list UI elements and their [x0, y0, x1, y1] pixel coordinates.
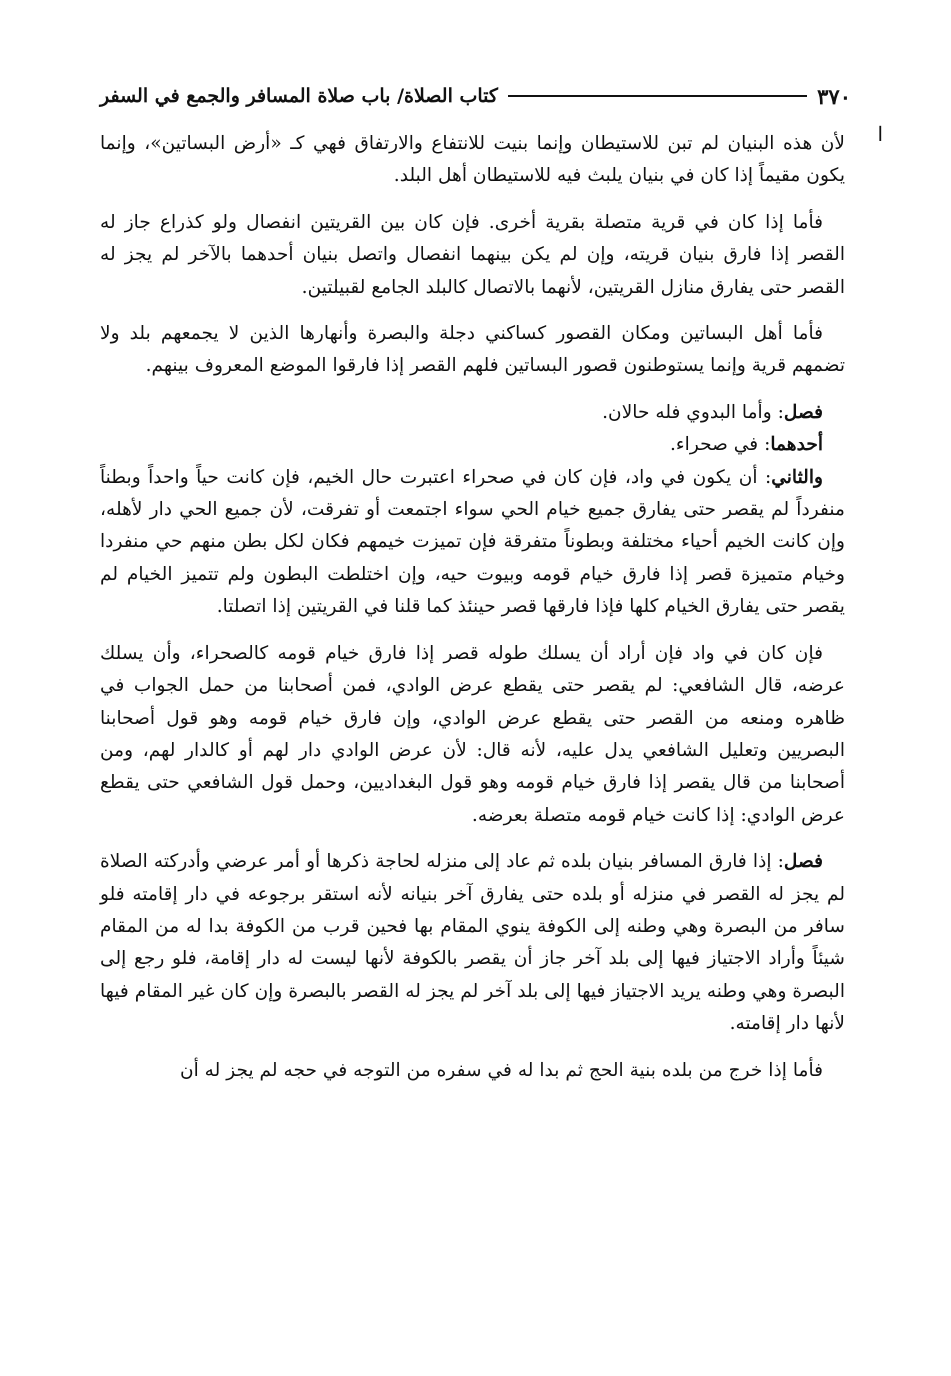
paragraph-5: [100, 429, 845, 461]
paragraph-2: فأما إذا كان في قرية متصلة بقرية أخرى. فإن كان بين القريتين انفصال ولو كذراع جاز له القصر إذا فارق بنيان قريته، وإن لم يكن بينهما انفصال واتصل بنيان أحدهما بالآخر لم يجز له القصر حتى يفارق منازل القريتين، لأنهما بالاتصال كالبلد الجامع لقبيلتين.: [100, 211, 845, 298]
paragraph-4-text: : وأما البدوي فله حالان.: [602, 401, 784, 423]
paragraph-6: [100, 462, 845, 624]
paragraph-7: فإن كان في واد فإن أراد أن يسلك طوله قصر إذا فارق خيام قومه كالصحراء، وأن يسلك عرضه، قال الشافعي: لم يقصر حتى يقطع عرض الوادي، فمن أصحابنا من حمل الجواب في ظاهره ومنعه من القصر حتى يقطع عرض الوادي، وإن فارق خيام قومه وهو قول أصحابنا البصريين وتعليل الشافعي يدل عليه، لأنه قال: لأن عرض الوادي دار لهم أو كالدار لهم، ومن أصحابنا من قال يقصر إذا فارق خيام قومه وهو قول البغداديين، وحمل قول الشافعي حتى يقطع عرض الوادي: إذا كانت خيام قومه متصلة بعرضه.: [100, 642, 845, 826]
section-lead-first: أحدهما: [770, 434, 823, 456]
paragraph-8-text: : إذا فارق المسافر بنيان بلده ثم عاد إلى منزله لحاجة ذكرها أو أمر عرضي وأدركته الصلاة لم يجز له القصر في منزله أو بلده حتى يفارق آخر بنيانه لأنه استقر برجوعه في دار إقامته فلو سافر من البصرة وهي وطنه إلى الكوفة ينوي المقام بها فحين قرب من الكوفة بدا له من المقام شيئاً وأراد الاجتياز فيها إلى بلد آخر جاز أن يقصر بالكوفة لأنها ليست له دار إقامة، فلو رجع إلى البصرة وهي وطنه يريد الاجتياز فيها إلى بلد آخر لم يجز له القصر بالبصرة وإن كان غير المقام فيها لأنها دار إقامته.: [100, 851, 845, 1035]
margin-mark: ا: [877, 122, 883, 146]
paragraph-3: فأما أهل البساتين ومكان القصور كساكني دجلة والبصرة وأنهارها الذين لا يجمعهم بلد ولا تضمهم قرية وإنما يستوطنون قصور البساتين فلهم القصر إذا فارقوا الموضع المعروف بينهم.: [100, 323, 845, 377]
paragraph-8: [100, 846, 845, 1040]
body-text: [100, 128, 845, 1101]
paragraph-4: [100, 397, 845, 429]
running-title: كتاب الصلاة/ باب صلاة المسافر والجمع في السفر: [100, 85, 498, 107]
page-number: ٣٧٠: [817, 83, 851, 109]
page-header: [100, 78, 851, 114]
paragraph-5-text: : في صحراء.: [670, 434, 771, 456]
paragraph-1: لأن هذه البنيان لم تبن للاستيطان وإنما بنيت للانتفاع والارتفاق فهي كـ «أرض البساتين»، وإنما يكون مقيماً إذا كان في بنيان يلبث فيه للاستيطان أهل البلد.: [100, 133, 845, 187]
paragraph-9: فأما إذا خرج من بلده بنية الحج ثم بدا له في سفره من التوجه في حجه لم يجز له أن: [179, 1059, 823, 1081]
section-lead-second: والثاني: [771, 466, 823, 488]
section-lead-fasl-2: فصل: [783, 851, 823, 873]
section-lead-fasl: فصل: [783, 401, 823, 423]
paragraph-6-text: : أن يكون في واد، فإن كان في صحراء اعتبرت حال الخيم، فإن كانت حياً واحداً وبطناً منفرداً لم يقصر حتى يفارق جميع خيام الحي سواء اجتمعت أو تفرقت، لأن جميع الحي دار لأهله، وإن كانت الخيم أحياء مختلفة وبطوناً متفرقة فإن تميزت خيمهم فكان لكل بطن منهم حي منفردا وخيام متميزة قصر إذا فارق خيام قومه وبيوت حيه، وإن اختلطت البطون ولم تتميز الخيام لم يقصر حتى يفارق الخيام كلها فإذا فارقها قصر حينئذ كما قلنا في القريتين إذا اتصلتا.: [100, 466, 845, 618]
header-rule: [508, 95, 807, 97]
